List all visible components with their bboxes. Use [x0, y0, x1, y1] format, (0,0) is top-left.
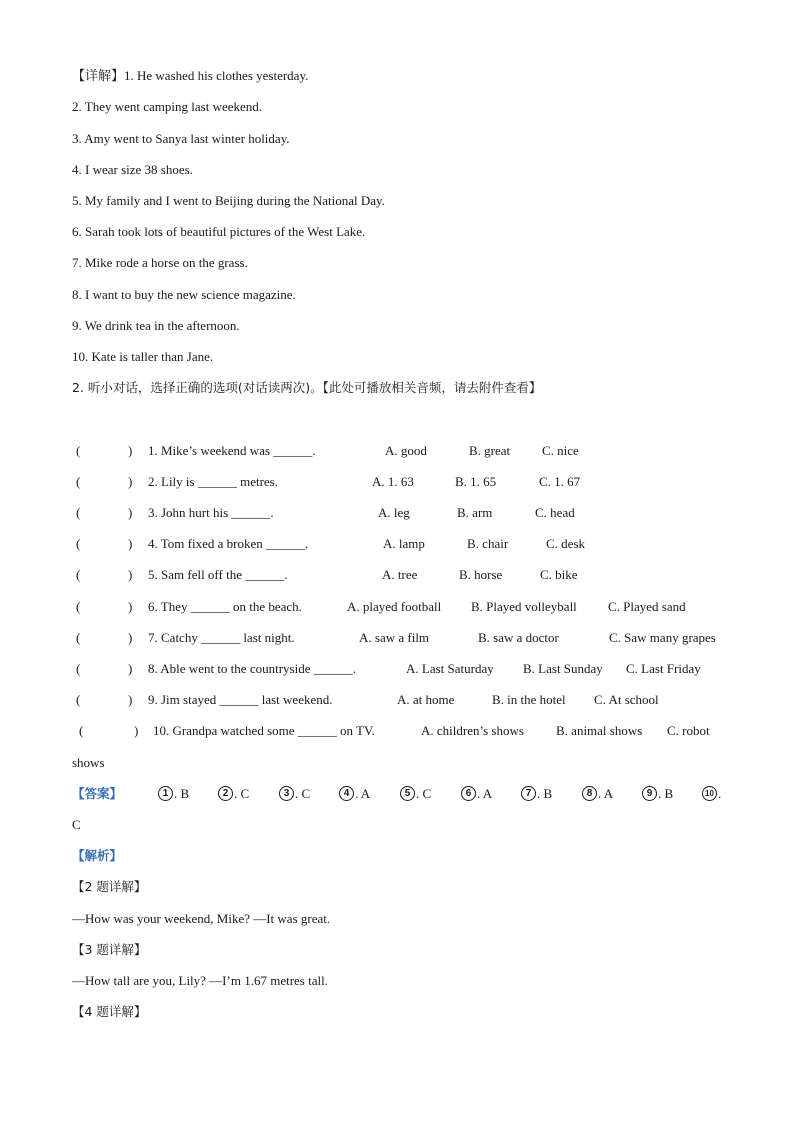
explanation-line-5: 5. My family and I went to Beijing during the National Day. [72, 193, 385, 208]
answer-value: . A [355, 786, 371, 801]
answer-paren-close: ) [128, 474, 133, 489]
answer-paren-open: ( [76, 443, 81, 458]
answer-paren-open: ( [76, 599, 81, 614]
option-c: C. robot [667, 723, 710, 738]
option-a: A. played football [347, 599, 442, 614]
option-a: A. tree [382, 567, 418, 582]
answer-paren-close: ) [128, 630, 133, 645]
answer-number-circle: 7 [521, 786, 536, 801]
option-b: B. animal shows [556, 723, 643, 738]
option-c: C. Last Friday [626, 661, 701, 676]
answer-value: . A [477, 786, 493, 801]
option-b: B. Played volleyball [471, 599, 577, 614]
answer-number-circle: 8 [582, 786, 597, 801]
detail-4-title: 【4 题详解】 [72, 1004, 147, 1019]
answer-value: . [718, 786, 722, 801]
detail-2-text: —How was your weekend, Mike? —It was great. [72, 911, 331, 926]
question-text: 6. They ______ on the beach. [148, 599, 302, 614]
question-text: 2. Lily is ______ metres. [148, 474, 278, 489]
question-text: 8. Able went to the countryside ______. [148, 661, 356, 676]
option-a: A. Last Saturday [406, 661, 494, 676]
explanation-line-9: 9. We drink tea in the afternoon. [72, 318, 240, 333]
answer-label: 【答案】 [72, 786, 123, 801]
answer-number-circle: 1 [158, 786, 173, 801]
option-b: B. chair [467, 536, 509, 551]
answer-paren-open: ( [76, 474, 81, 489]
option-a: A. leg [378, 505, 410, 520]
question-text: 7. Catchy ______ last night. [148, 630, 295, 645]
answer-paren-close: ) [128, 443, 133, 458]
answer-number-circle: 2 [218, 786, 233, 801]
option-a: A. 1. 63 [372, 474, 414, 489]
option-b: B. 1. 65 [455, 474, 497, 489]
explanation-line-8: 8. I want to buy the new science magazine. [72, 287, 296, 302]
answer-number-circle: 6 [461, 786, 476, 801]
answer-paren-open: ( [76, 692, 81, 707]
answer-value: . A [598, 786, 614, 801]
answer-number-circle: 4 [339, 786, 354, 801]
section-2-title: 2. 听小对话，选择正确的选项(对话读两次)。【此处可播放相关音频，请去附件查看】 [72, 380, 542, 395]
question-10-wrap: shows [72, 755, 105, 770]
analysis-label: 【解析】 [72, 848, 123, 863]
detail-3-title: 【3 题详解】 [72, 942, 147, 957]
question-text: 10. Grandpa watched some ______ on TV. [153, 723, 375, 738]
option-a: A. at home [397, 692, 455, 707]
option-a: A. children’s shows [421, 723, 524, 738]
answer-paren-close: ) [128, 567, 133, 582]
explanation-line-1: 【详解】1. He washed his clothes yesterday. [72, 68, 309, 83]
explanation-line-7: 7. Mike rode a horse on the grass. [72, 255, 248, 270]
question-text: 5. Sam fell off the ______. [148, 567, 288, 582]
option-a: A. saw a film [359, 630, 430, 645]
answer-value: . C [234, 786, 250, 801]
answer-value: . C [295, 786, 311, 801]
detail-3-text: —How tall are you, Lily? —I’m 1.67 metres tall. [72, 973, 328, 988]
answer-paren-close: ) [128, 536, 133, 551]
explanation-line-10: 10. Kate is taller than Jane. [72, 349, 214, 364]
answer-paren-close: ) [134, 723, 139, 738]
option-a: A. good [385, 443, 427, 458]
answer-number-circle: 10 [702, 786, 717, 801]
option-a: A. lamp [383, 536, 425, 551]
answer-value: . B [537, 786, 553, 801]
answer-paren-close: ) [128, 692, 133, 707]
option-c: C. desk [546, 536, 585, 551]
question-text: 3. John hurt his ______. [148, 505, 274, 520]
answer-paren-open: ( [76, 630, 81, 645]
answer-paren-open: ( [76, 567, 81, 582]
option-b: B. great [469, 443, 511, 458]
explanation-line-6: 6. Sarah took lots of beautiful pictures of the West Lake. [72, 224, 366, 239]
detail-2-title: 【2 题详解】 [72, 879, 147, 894]
option-c: C. Played sand [608, 599, 686, 614]
answer-value: . C [416, 786, 432, 801]
option-b: B. Last Sunday [523, 661, 603, 676]
answer-paren-close: ) [128, 599, 133, 614]
answer-value: . B [174, 786, 190, 801]
option-b: B. saw a doctor [478, 630, 559, 645]
option-b: B. arm [457, 505, 493, 520]
option-b: B. in the hotel [492, 692, 566, 707]
explanation-line-4: 4. I wear size 38 shoes. [72, 162, 193, 177]
explanation-line-3: 3. Amy went to Sanya last winter holiday. [72, 131, 290, 146]
option-b: B. horse [459, 567, 503, 582]
option-c: C. At school [594, 692, 659, 707]
explanation-line-2: 2. They went camping last weekend. [72, 99, 263, 114]
option-c: C. nice [542, 443, 579, 458]
answer-paren-close: ) [128, 505, 133, 520]
answer-paren-open: ( [79, 723, 84, 738]
answer-paren-close: ) [128, 661, 133, 676]
answer-number-circle: 9 [642, 786, 657, 801]
option-c: C. head [535, 505, 575, 520]
answer-number-circle: 3 [279, 786, 294, 801]
answer-value: . B [658, 786, 674, 801]
option-c: C. Saw many grapes [609, 630, 716, 645]
answer-number-circle: 5 [400, 786, 415, 801]
question-text: 4. Tom fixed a broken ______. [148, 536, 309, 551]
question-text: 9. Jim stayed ______ last weekend. [148, 692, 333, 707]
question-text: 1. Mike’s weekend was ______. [148, 443, 316, 458]
option-c: C. 1. 67 [539, 474, 581, 489]
answer-paren-open: ( [76, 536, 81, 551]
answer-10-wrap: C [72, 817, 81, 832]
answer-paren-open: ( [76, 505, 81, 520]
answer-paren-open: ( [76, 661, 81, 676]
option-c: C. bike [540, 567, 578, 582]
